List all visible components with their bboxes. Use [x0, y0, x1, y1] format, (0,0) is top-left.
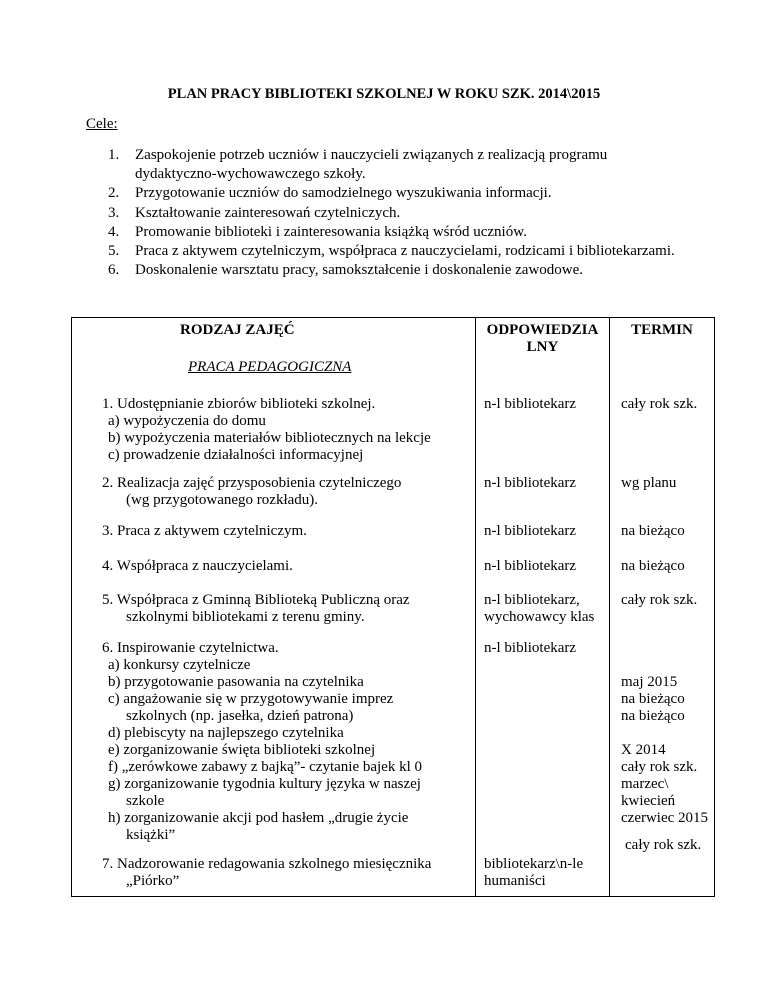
- row1-line: c) prowadzenie działalności informacyjnej: [108, 447, 364, 463]
- row6-term: na bieżąco: [621, 691, 685, 707]
- row6-line: f) „zerówkowe zabawy z bajką”- czytanie bajek kl 0: [108, 759, 422, 775]
- row4-term: na bieżąco: [621, 558, 685, 574]
- row6-line: c) angażowanie się w przygotowywanie imprez: [108, 691, 394, 707]
- row6-responsible: n-l bibliotekarz: [484, 640, 577, 656]
- goals-list: [86, 146, 686, 280]
- row4-line: 4. Współpraca z nauczycielami.: [102, 558, 293, 574]
- goal-item: 4. Promowanie biblioteki i zainteresowania książką wśród uczniów.: [108, 223, 527, 240]
- row6-line: szkole: [126, 793, 165, 809]
- row5-term: cały rok szk.: [621, 592, 698, 608]
- row1-line: b) wypożyczenia materiałów bibliotecznych na lekcje: [108, 430, 431, 446]
- row6-line: a) konkursy czytelnicze: [108, 657, 251, 673]
- row2-line: (wg przygotowanego rozkładu).: [126, 492, 319, 508]
- header-term: TERMIN: [631, 322, 693, 338]
- row4-responsible: n-l bibliotekarz: [484, 558, 577, 574]
- row6-term: marzec\: [621, 776, 669, 792]
- row1-line: a) wypożyczenia do domu: [108, 413, 266, 429]
- row1-responsible: n-l bibliotekarz: [484, 396, 577, 412]
- row6-line: szkolnych (np. jasełka, dzień patrona): [126, 708, 354, 724]
- row2-responsible: n-l bibliotekarz: [484, 475, 577, 491]
- row3-term: na bieżąco: [621, 523, 685, 539]
- section-title: PRACA PEDAGOGICZNA: [188, 359, 352, 375]
- goal-item: 6. Doskonalenie warsztatu pracy, samokształcenie i doskonalenie zawodowe.: [108, 262, 584, 279]
- row5-line: szkolnymi bibliotekami z terenu gminy.: [126, 609, 365, 625]
- header-activity: RODZAJ ZAJĘĆ: [180, 322, 295, 338]
- row7-line: 7. Nadzorowanie redagowania szkolnego miesięcznika: [102, 856, 432, 872]
- row3-responsible: n-l bibliotekarz: [484, 523, 577, 539]
- row2-line: 2. Realizacja zajęć przysposobienia czytelniczego: [102, 475, 402, 491]
- row3-line: 3. Praca z aktywem czytelniczym.: [102, 523, 307, 539]
- goal-item: 2. Przygotowanie uczniów do samodzielnego wyszukiwania informacji.: [108, 185, 552, 202]
- row7-line: „Piórko”: [126, 873, 180, 889]
- row1-term: cały rok szk.: [621, 396, 698, 412]
- goal-item: 5. Praca z aktywem czytelniczym, współpraca z nauczycielami, rodzicami i bibliotekarzami.: [108, 243, 675, 260]
- row7-responsible: bibliotekarz\n-le: [484, 856, 584, 872]
- row5-line: 5. Współpraca z Gminną Biblioteką Publiczną oraz: [102, 592, 410, 608]
- row6-term: kwiecień: [621, 793, 676, 809]
- row1-line: 1. Udostępnianie zbiorów biblioteki szkolnej.: [102, 396, 376, 412]
- row6-term: cały rok szk.: [621, 759, 698, 775]
- row5-responsible: wychowawcy klas: [484, 609, 595, 625]
- row6-line: d) plebiscyty na najlepszego czytelnika: [108, 725, 344, 741]
- header-responsible: LNY: [526, 339, 559, 355]
- row6-line: e) zorganizowanie święta biblioteki szkolnej: [108, 742, 376, 758]
- row2-term: wg planu: [621, 475, 677, 491]
- goal-item: 1. Zaspokojenie potrzeb uczniów i nauczycieli związanych z realizacją programu dydaktyczno-wychowawczego szkoły.: [108, 147, 608, 183]
- row6-line: h) zorganizowanie akcji pod hasłem „drugie życie: [108, 810, 409, 826]
- goal-item: 3. Kształtowanie zainteresowań czytelniczych.: [108, 204, 401, 221]
- row5-responsible: n-l bibliotekarz,: [484, 592, 580, 608]
- row6-line: g) zorganizowanie tygodnia kultury języka w naszej: [108, 776, 421, 792]
- document-title: PLAN PRACY BIBLIOTEKI SZKOLNEJ W ROKU SZK. 2014\2015: [167, 86, 601, 102]
- row6-line: książki”: [126, 827, 176, 843]
- row6-term: X 2014: [621, 742, 666, 758]
- term-column: [610, 318, 715, 897]
- row6-term: na bieżąco: [621, 708, 685, 724]
- row6-term: czerwiec 2015: [621, 810, 709, 826]
- plan-table: [71, 317, 715, 897]
- activity-column: [72, 318, 476, 897]
- row7-responsible: humaniści: [484, 873, 546, 889]
- row6-line: 6. Inspirowanie czytelnictwa.: [102, 640, 279, 656]
- row6-term: maj 2015: [621, 674, 678, 690]
- header-responsible: ODPOWIEDZIA: [486, 322, 599, 338]
- row6-line: b) przygotowanie pasowania na czytelnika: [108, 674, 364, 690]
- row6-term: cały rok szk.: [625, 837, 702, 853]
- responsible-column: [476, 318, 610, 897]
- goals-label: Cele:: [86, 116, 118, 132]
